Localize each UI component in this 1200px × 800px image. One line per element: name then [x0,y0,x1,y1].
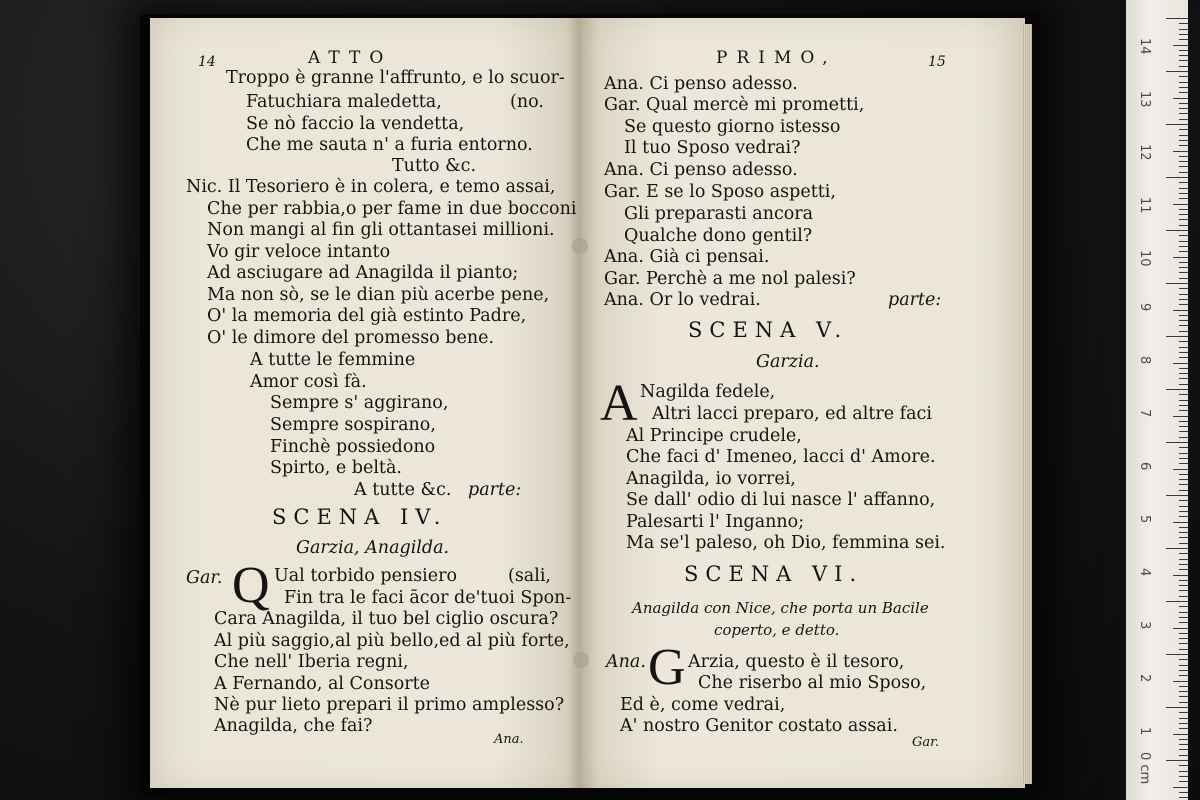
ruler-tick [1173,522,1188,523]
text-line: Sempre sospirano, [270,415,436,435]
verse-line: Ed è, come vedrai, [620,695,786,715]
text-line: Che per rabbia,o per fame in due bocconi [207,199,577,219]
text-line: A Fernando, al Consorte [214,674,431,694]
verse-line: A' nostro Genitor costato assai. [620,716,898,736]
ruler-tick [1179,596,1188,597]
ruler-tick [1179,23,1188,24]
ruler-tick [1173,469,1188,470]
ruler-tick [1179,437,1188,438]
ruler-tick [1173,151,1188,152]
ruler-tick [1179,771,1188,772]
ruler-tick [1179,262,1188,263]
ruler-tick [1179,209,1188,210]
text-line: Non mangi al fin gli ottantasei millioni. [207,220,555,240]
text-line: Anagilda, che fai? [214,716,373,736]
dialogue-line: Ana. Già ci pensai. [604,247,770,267]
ruler-tick [1173,787,1188,788]
text-line: O' la memoria del già estinto Padre, [207,306,527,326]
ruler-tick [1166,495,1188,496]
dialogue-line: Gar. Perchè a me nol palesi? [604,269,856,289]
ruler-tick [1179,744,1188,745]
ruler-tick [1179,129,1188,130]
ruler-tick [1179,135,1188,136]
ruler-tick [1166,760,1188,761]
ruler-number: 13 [1137,91,1152,108]
ruler-tick [1179,670,1188,671]
ruler-tick [1179,622,1188,623]
dialogue-line: Gar. Qual mercè mi prometti, [604,95,865,115]
ruler-tick [1179,368,1188,369]
ruler-tick [1179,453,1188,454]
ruler-tick [1179,797,1188,798]
ruler-tick [1179,29,1188,30]
ruler-tick [1179,166,1188,167]
text-line: (sali, [508,566,551,586]
binding-thread-mark [572,238,588,254]
scene-title: SCENA IV. [272,505,448,529]
dialogue-line: Gli preparasti ancora [624,204,814,224]
ruler-tick [1179,564,1188,565]
ruler-tick [1179,103,1188,104]
ruler-tick [1166,177,1188,178]
ruler-tick [1179,219,1188,220]
ruler-number: 11 [1137,197,1152,214]
ruler-tick [1179,490,1188,491]
ruler-tick [1166,18,1188,19]
ruler-tick [1179,649,1188,650]
verse-line: Se dall' odio di lui nasce l' affanno, [626,490,936,510]
text-line: Fatuchiara maledetta, [246,92,442,112]
dialogue-line: Gar. E se lo Sposo aspetti, [604,182,836,202]
ruler-tick [1179,278,1188,279]
right-running-head: PRIMO, [716,48,837,68]
ruler-tick [1179,484,1188,485]
ruler-tick [1179,251,1188,252]
verse-line: Che faci d' Imeneo, lacci d' Amore. [626,447,936,467]
ruler-tick [1179,325,1188,326]
speaker-label: Ana. [606,652,646,672]
ruler-tick [1179,421,1188,422]
ruler-tick [1179,60,1188,61]
left-running-head: ATTO [308,48,393,68]
ruler-tick [1173,310,1188,311]
ruler-tick [1166,442,1188,443]
speaker-label: Gar. [186,568,223,588]
ruler-tick [1179,686,1188,687]
ruler-tick [1179,225,1188,226]
ruler-tick [1179,50,1188,51]
scene-characters: Garzia. [756,352,820,372]
ruler-tick [1179,182,1188,183]
ruler-tick [1179,76,1188,77]
verse-line: Al Principe crudele, [626,426,802,446]
ruler-tick [1179,479,1188,480]
text-line: Spirto, e beltà. [270,458,402,478]
ruler-tick [1179,580,1188,581]
drop-cap: Q [232,557,270,614]
ruler-tick [1166,124,1188,125]
ruler-number: 10 [1137,250,1152,267]
ruler-tick [1179,511,1188,512]
dialogue-line: Ana. Ci penso adesso. [604,74,798,94]
ruler-tick [1166,230,1188,231]
ruler-tick [1179,267,1188,268]
ruler-unit-label: 0 cm [1137,752,1152,785]
text-line: A tutte &c. [354,480,452,500]
text-line: Ma non sò, se le dian più acerbe pene, [207,285,550,305]
ruler-tick [1179,193,1188,194]
drop-cap: A [600,375,638,432]
text-line: Nè pur lieto prepari il primo amplesso? [214,695,565,715]
ruler-tick [1179,532,1188,533]
ruler-number: 5 [1137,515,1152,524]
ruler-tick [1179,691,1188,692]
verse-line: Ma se'l paleso, oh Dio, femmina sei. [626,533,946,553]
ruler-tick [1179,92,1188,93]
text-line: Ual torbido pensiero [274,566,458,586]
ruler-number: 8 [1137,356,1152,365]
ruler-tick [1179,776,1188,777]
ruler-number: 6 [1137,462,1152,471]
ruler-tick [1179,82,1188,83]
ruler-tick [1179,140,1188,141]
text-line: Troppo è granne l'affrunto, e lo scuor- [226,68,565,88]
ruler-tick [1179,696,1188,697]
stage-direction: parte: [468,480,522,500]
catchword: Gar. [912,735,940,750]
text-line: Se nò faccio la vendetta, [246,114,465,134]
text-line: Sempre s' aggirano, [270,393,449,413]
ruler-tick [1179,543,1188,544]
ruler-tick [1179,585,1188,586]
text-line: Nic. Il Tesoriero è in colera, e temo assai, [186,177,556,197]
scene-characters: Garzia, Anagilda. [296,538,450,558]
dialogue-line: Se questo giorno istesso [624,117,841,137]
ruler-tick [1179,378,1188,379]
ruler-tick [1166,601,1188,602]
ruler-tick [1179,357,1188,358]
ruler-tick [1179,527,1188,528]
ruler-number: 3 [1137,621,1152,630]
ruler-tick [1173,204,1188,205]
ruler-tick [1166,548,1188,549]
ruler-tick [1173,681,1188,682]
ruler-tick [1179,569,1188,570]
ruler-tick [1179,633,1188,634]
ruler-tick [1179,394,1188,395]
ruler-tick [1179,506,1188,507]
ruler-tick [1166,654,1188,655]
ruler-tick [1179,198,1188,199]
ruler-tick [1166,71,1188,72]
ruler-tick [1166,389,1188,390]
ruler-tick [1179,590,1188,591]
ruler-tick [1166,707,1188,708]
ruler-tick [1179,431,1188,432]
text-line: Che nell' Iberia regni, [214,652,409,672]
verse-line: Nagilda fedele, [640,382,776,402]
ruler-tick [1179,712,1188,713]
ruler-tick [1179,447,1188,448]
ruler-tick [1173,98,1188,99]
ruler-tick [1179,246,1188,247]
page-edge [1022,24,1032,784]
scene-title: SCENA V. [688,318,849,342]
text-line: Al più saggio,al più bello,ed al più forte, [214,631,570,651]
dialogue-line: Qualche dono gentil? [624,226,813,246]
ruler-tick [1179,172,1188,173]
ruler-tick [1179,341,1188,342]
ruler-tick [1179,87,1188,88]
ruler-tick [1179,384,1188,385]
ruler-tick [1179,347,1188,348]
ruler-tick [1179,39,1188,40]
stage-direction: parte: [888,290,942,310]
ruler-tick [1173,628,1188,629]
ruler-tick [1173,734,1188,735]
ruler-tick [1173,363,1188,364]
verse-line: Anagilda, io vorrei, [626,469,796,489]
ruler-tick [1179,405,1188,406]
ruler-tick [1179,108,1188,109]
ruler-number: 14 [1137,38,1152,55]
drop-cap: G [648,639,686,696]
verse-line: Palesarti l' Inganno; [626,512,805,532]
ruler-tick [1179,241,1188,242]
ruler-tick [1179,516,1188,517]
scene-characters: coperto, e detto. [714,621,840,639]
ruler-tick [1179,537,1188,538]
ruler-tick [1179,765,1188,766]
text-line: Amor così fà. [250,372,367,392]
dialogue-line: Ana. Ci penso adesso. [604,160,798,180]
ruler-tick [1179,665,1188,666]
text-line: Tutto &c. [392,156,477,176]
ruler-tick [1179,331,1188,332]
ruler-tick [1179,315,1188,316]
catchword: Ana. [494,732,524,747]
ruler-tick [1173,575,1188,576]
ruler-tick [1179,145,1188,146]
verse-line: Altri lacci preparo, ed altre faci [652,404,932,424]
ruler-tick [1179,638,1188,639]
ruler-number: 7 [1137,409,1152,418]
ruler-tick [1179,617,1188,618]
ruler-number: 9 [1137,303,1152,312]
ruler-tick [1179,299,1188,300]
text-line: (no. [510,92,544,112]
ruler-tick [1179,34,1188,35]
ruler-tick [1179,559,1188,560]
ruler-tick [1179,463,1188,464]
ruler-tick [1166,336,1188,337]
ruler-tick [1179,66,1188,67]
ruler-tick [1179,161,1188,162]
ruler-tick [1179,739,1188,740]
ruler-tick [1179,188,1188,189]
ruler-tick [1179,156,1188,157]
ruler-tick [1173,45,1188,46]
text-line: Cara Anagilda, il tuo bel ciglio oscura? [214,609,559,629]
ruler-tick [1179,113,1188,114]
ruler-tick [1179,606,1188,607]
text-line: Fin tra le faci ācor de'tuoi Spon- [284,588,572,608]
verse-line: Arzia, questo è il tesoro, [688,652,905,672]
ruler-tick [1179,410,1188,411]
ruler-tick [1179,781,1188,782]
ruler-tick [1179,214,1188,215]
ruler-tick [1179,553,1188,554]
ruler-tick [1179,320,1188,321]
scene-title: SCENA VI. [684,562,864,586]
left-page-number: 14 [198,54,216,70]
text-line: Ad asciugare ad Anagilda il pianto; [207,263,519,283]
ruler-tick [1166,283,1188,284]
ruler-tick [1179,659,1188,660]
ruler-tick [1179,718,1188,719]
ruler-number: 1 [1137,727,1152,736]
ruler-tick [1179,272,1188,273]
binding-thread-mark [573,652,589,668]
ruler-tick [1179,304,1188,305]
ruler-tick [1173,416,1188,417]
ruler-number: 12 [1137,144,1152,161]
ruler-tick [1179,500,1188,501]
ruler-tick [1179,55,1188,56]
ruler-tick [1179,288,1188,289]
ruler-tick [1179,702,1188,703]
ruler-number: 2 [1137,674,1152,683]
ruler-tick [1179,474,1188,475]
text-line: Finchè possiedono [270,437,436,457]
ruler-tick [1179,294,1188,295]
scene-characters: Anagilda con Nice, che porta un Bacile [632,599,929,617]
ruler-tick [1179,458,1188,459]
text-line: Che me sauta n' a furia entorno. [246,135,533,155]
ruler-tick [1179,352,1188,353]
ruler-tick [1179,400,1188,401]
ruler-tick [1179,426,1188,427]
ruler-tick [1179,728,1188,729]
ruler-tick [1179,235,1188,236]
ruler-tick [1179,749,1188,750]
ruler-tick [1179,612,1188,613]
right-page-number: 15 [928,54,946,70]
ruler-tick [1173,257,1188,258]
ruler-tick [1179,373,1188,374]
ruler-tick [1179,723,1188,724]
dialogue-line: Ana. Or lo vedrai. [604,290,761,310]
ruler-tick [1179,675,1188,676]
ruler-tick [1179,792,1188,793]
ruler-number: 4 [1137,568,1152,577]
dialogue-line: Il tuo Sposo vedrai? [624,138,801,158]
ruler-tick [1179,755,1188,756]
verse-line: Che riserbo al mio Sposo, [698,673,927,693]
measuring-ruler [1126,0,1188,800]
text-line: Vo gir veloce intanto [207,242,391,262]
ruler-tick [1179,643,1188,644]
text-line: A tutte le femmine [250,350,416,370]
ruler-tick [1179,119,1188,120]
text-line: O' le dimore del promesso bene. [207,328,495,348]
